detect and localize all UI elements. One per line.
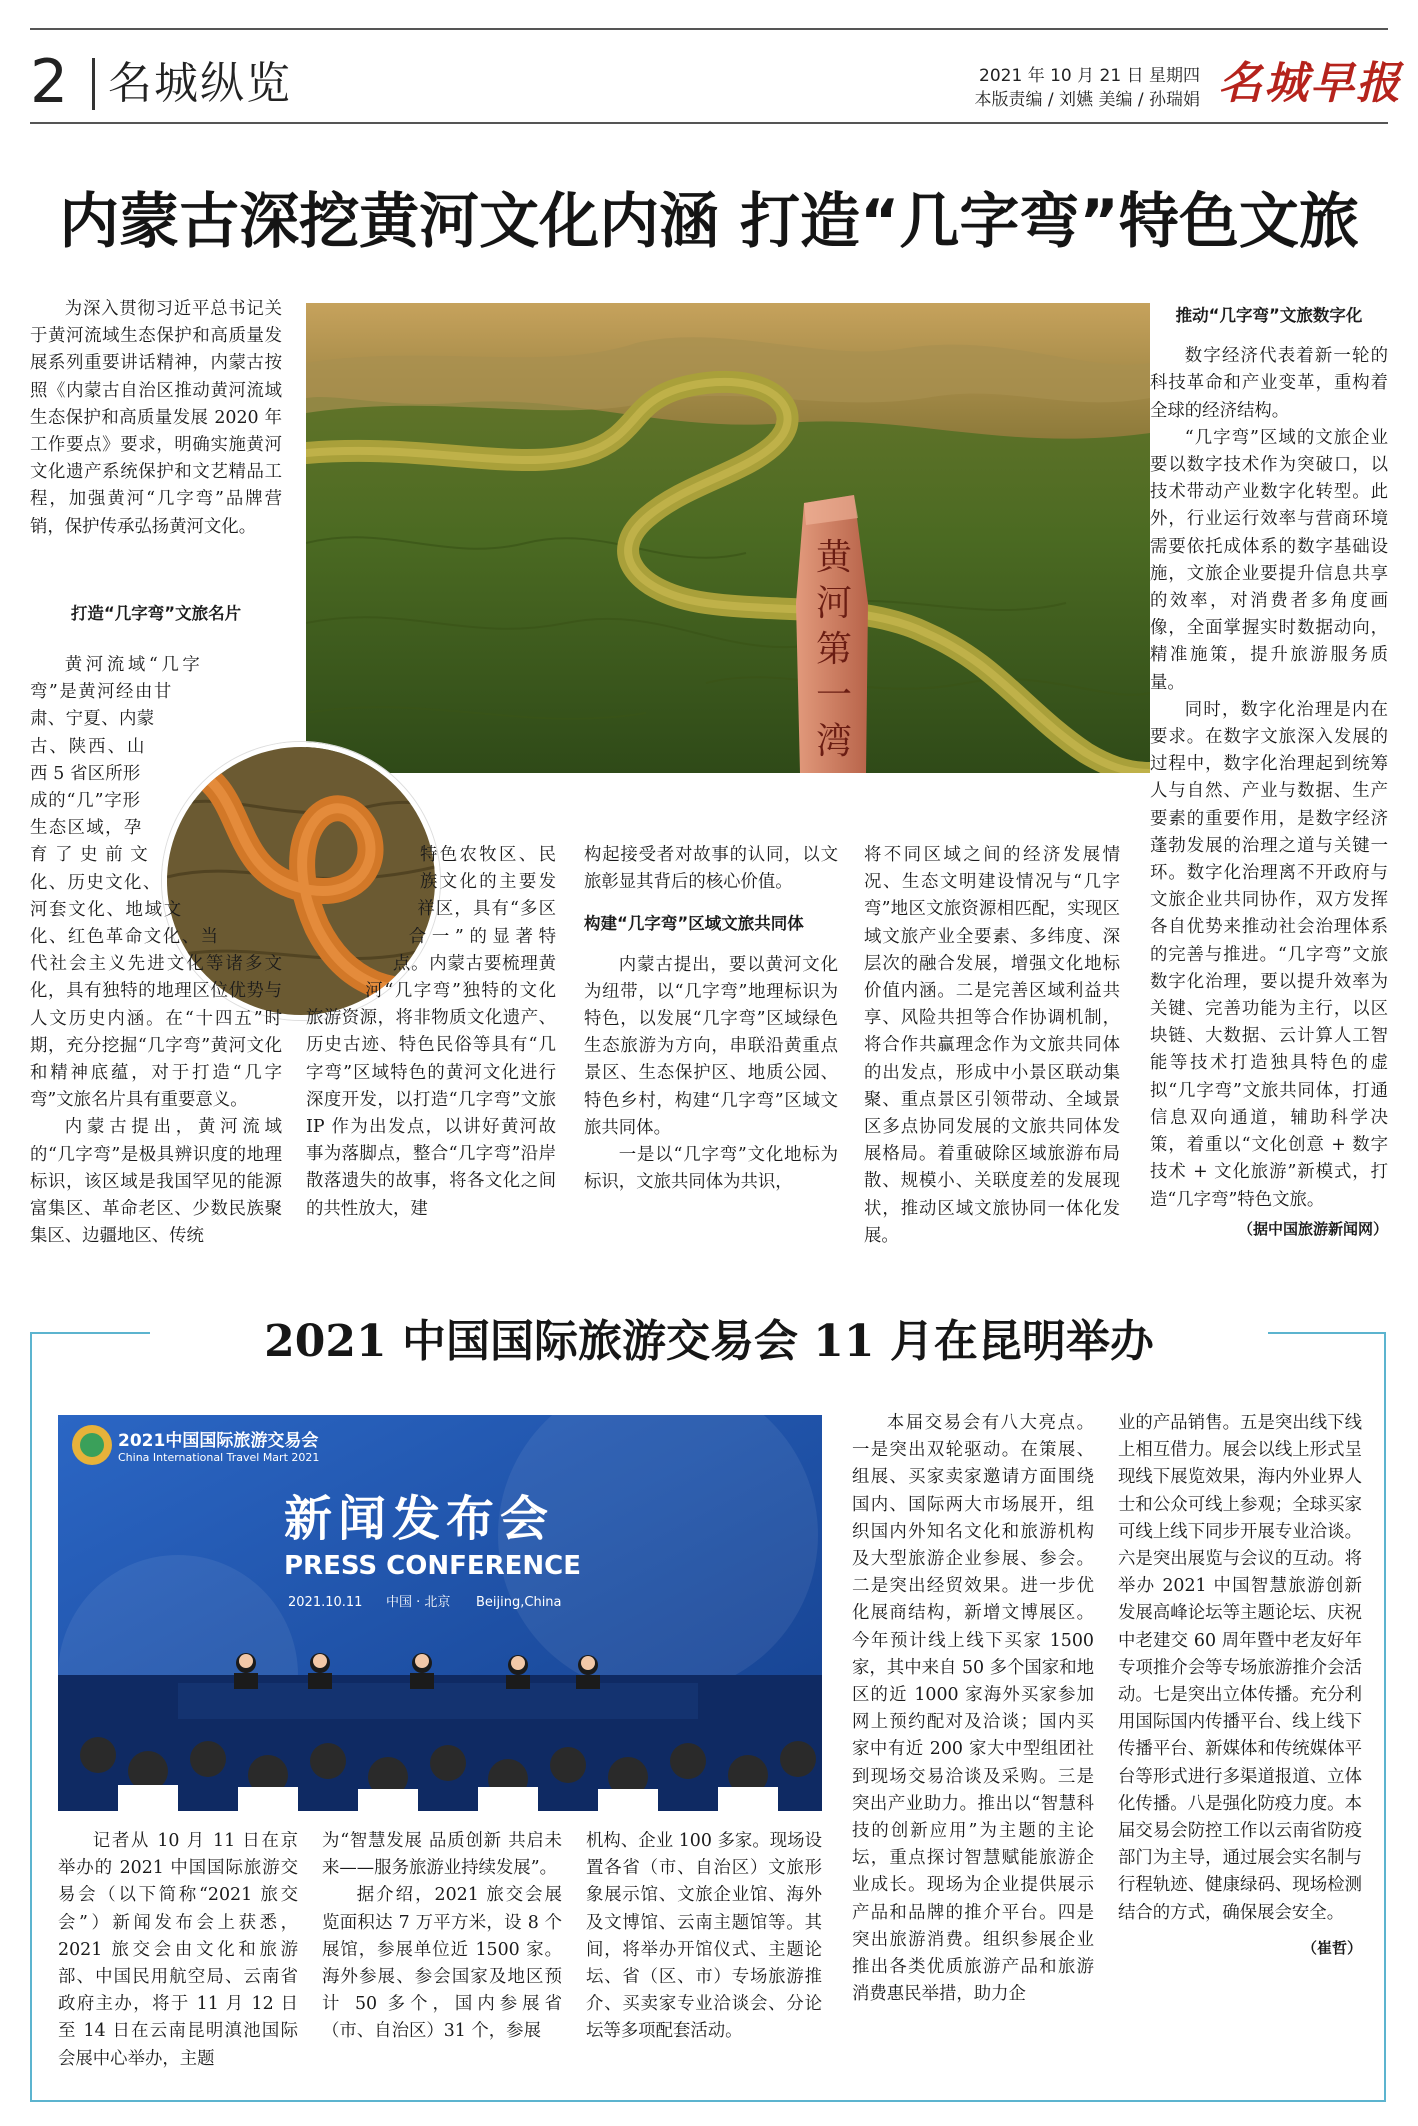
article2-column-4: [852, 1410, 1094, 2008]
paragraph: 为深入贯彻习近平总书记关于黄河流域生态保护和高质量发展系列重要讲话精神，内蒙古按照《内蒙古自治区推动黄河流域生态保护和高质量发展 2020 年工作要点》要求，明确实施黄河文化遗产系统保护和文艺精品工程，加强黄河“几字弯”品牌营销，保护传承弘扬黄河文化。: [30, 299, 282, 537]
article2-column-5: [1118, 1410, 1362, 1962]
article1-column-1b: [30, 652, 282, 1250]
subhead: 构建“几字弯”区域文旅共同体: [584, 914, 804, 934]
stele-inscription: 黄河第一湾: [815, 537, 852, 762]
subhead: 打造“几字弯”文旅名片: [70, 604, 242, 623]
paragraph: 记者从 10 月 11 日在京举办的 2021 中国国际旅游交易会（以下简称“2021 旅交会”）新闻发布会上获悉，2021 旅交会由文化和旅游部、中国民用航空局、云南省政府主办，将于 11 月 12 日至 14 日在云南昆明滇池国际会展中心举办，主题: [58, 1831, 298, 2069]
backdrop-date: 2021.10.11: [288, 1595, 363, 1610]
article2-column-2: [322, 1828, 562, 2046]
paragraph: 将不同区域之间的经济发展情况、生态文明建设情况与“几字弯”地区文旅资源相匹配，实现区域文旅产业全要素、多纬度、深层次的融合发展，增强文化地标价值内涵。二是完善区域利益共享、风险共担等合作协调机制，将合作共赢理念作为文旅共同体的出发点，形成中小景区联动集聚、重点景区引领带动、全域景区多点协同发展的文旅共同体发展格局。着重破除区域旅游布局散、规模小、关联度差的发展现状，推动区域文旅协同一体化发展。: [864, 845, 1120, 1246]
paragraph: 内蒙古提出，要以黄河文化为纽带，以“几字弯”地理标识为特色，以发展“几字弯”区域绿色生态旅游为方向，串联沿黄重点景区、生态保护区、地质公园、特色乡村，构建“几字弯”区域文旅共同体。: [584, 954, 838, 1138]
paragraph: 数字经济代表着新一轮的科技革命和产业变革，重构着全球的经济结构。: [1150, 346, 1388, 421]
paragraph: 据介绍，2021 旅交会展览面积达 7 万平方米，设 8 个展馆，参展单位近 1500 家。海外参展、参会国家及地区预计 50 多个，国内参展省（市、自治区）31 个，参展: [322, 1885, 562, 2042]
article1-headline: 内蒙古深挖黄河文化内涵 打造“几字弯”特色文旅: [59, 187, 1359, 257]
paragraph: 内蒙古提出，黄河流域的“几字弯”是极具辨识度的地理标识，该区域是我国罕见的能源富集区、革命老区、少数民族聚集区、边疆地区、传统: [30, 1117, 282, 1247]
backdrop-main-cn: 新闻发布会: [284, 1491, 555, 1547]
yellow-river-aerial-photo: [306, 303, 1150, 773]
paragraph: 特色农牧区、民族文化的主要发祥区，具有“多区合一”的显著特点。内蒙古要梳理黄河“几字弯”独特的文化旅游资源，将非物质文化遗产、历史古迹、特色民俗等具有“几字弯”区域特色的黄河文化进行深度开发，以打造“几字弯”文旅 IP 作为出发点，以讲好黄河故事为落脚点，整合“几字弯”沿岸散落遗失的故事，将各文化之间的共性放大，建: [306, 845, 556, 1219]
article1-column-5: [1150, 296, 1388, 1243]
paragraph: 本届交易会有八大亮点。一是突出双轮驱动。在策展、组展、买家卖家邀请方面围绕国内、国际两大市场展开，组织国内外知名文化和旅游机构及大型旅游企业参展、参会。二是突出经贸效果。进一步优化展商结构，新增文博展区。今年预计线上线下买家 1500 家，其中来自 50 多个国家和地区的近 1000 家海外买家参加网上预约配对及洽谈；国内买家中有近 200 家大中型组团社到现场交易洽谈及采购。三是突出产业助力。推出以“智慧科技的创新应用”为主题的主论坛，重点探讨智慧赋能旅游企业成长。现场为企业提供展示产品和品牌的推介平台。四是突出旅游消费。组织参展企业推出各类优质旅游产品和旅游消费惠民举措，助力企: [852, 1413, 1094, 2005]
paragraph: 构起接受者对故事的认同，以文旅彰显其背后的核心价值。: [584, 845, 838, 893]
issue-date: 2021 年 10 月 21 日 星期四: [979, 66, 1200, 86]
backdrop-title-cn: 2021中国国际旅游交易会: [118, 1431, 319, 1451]
article1-column-1: [30, 296, 282, 541]
paragraph: 业的产品销售。五是突出线下线上相互借力。展会以线上形式呈现线下展览效果，海内外业界人士和公众可线上参观；全球买家可线上线下同步开展专业洽谈。六是突出展览与会议的互动。将举办 2021 中国智慧旅游创新发展高峰论坛等主题论坛、庆祝中老建交 60 周年暨中老友好年专项推介会等专场旅游推介会活动。七是突出立体传播。充分利用国际国内传播平台、线上线下传播平台、新媒体和传统媒体平台等形式进行多渠道报道、立体化传播。八是强化防疫力度。本届交易会防控工作以云南省防疫部门为主导，通过展会实名制与行程轨迹、健康绿码、现场检测结合的方式，确保展会安全。: [1118, 1413, 1362, 1923]
paragraph: 为“智慧发展 品质创新 共启未来——服务旅游业持续发展”。: [322, 1831, 562, 1879]
page-number: 2: [30, 47, 69, 117]
backdrop-main-en: PRESS CONFERENCE: [284, 1551, 582, 1581]
editors-credit: 本版责编 / 刘嬿 美编 / 孙瑞娟: [974, 90, 1200, 110]
backdrop-place-en: Beijing,China: [476, 1595, 562, 1610]
article2-column-3: [586, 1828, 822, 2046]
article1-column-3: [584, 842, 838, 1196]
masthead-top-rule: [30, 28, 1388, 30]
article1-source: （据中国旅游新闻网）: [1237, 1219, 1388, 1238]
article1-subhead-1-block: [30, 586, 282, 641]
press-conference-photo: [58, 1415, 822, 1811]
newspaper-logo: 名城早报: [1218, 58, 1402, 109]
section-name: 名城纵览: [108, 58, 292, 109]
masthead-divider: [92, 58, 95, 110]
paragraph: 同时，数字化治理是内在要求。在数字文旅深入发展的过程中，数字化治理起到统筹人与自然、产业与数据、生产要素的重要作用，是数字经济蓬勃发展的治理之道与关键一环。数字化治理离不开政府与文旅企业共同协作，双方发挥各自优势来推动社会治理体系的完善与推进。“几字弯”文旅数字化治理，要以提升效率为关键、完善功能为主行，以区块链、大数据、云计算人工智能等技术打造独具特色的虚拟“几字弯”文旅共同体，打通信息双向通道，辅助科学决策，着重以“文化创意 + 数字技术 + 文化旅游”新模式，打造“几字弯”特色文旅。: [1150, 699, 1388, 1210]
article1-column-4: [864, 842, 1120, 1250]
paragraph: 黄河流域“几字弯”是黄河经由甘肃、宁夏、内蒙古、陕西、山西 5 省区所形成的“几”字形生态区域，孕育了史前文化、历史文化、河套文化、地域文化、红色革命文化、当代社会主义先进文化等诸多文化，具有独特的地理区位优势与人文历史内涵。在“十四五”时期，充分挖掘“几字弯”黄河文化和精神底蕴，对于打造“几字弯”文旅名片具有重要意义。: [30, 655, 282, 1111]
paragraph: “几字弯”区域的文旅企业要以数字技术作为突破口，以技术带动产业数字化转型。此外，行业运行效率与营商环境需要依托成体系的数字基础设施，文旅企业要提升信息共享的效率，对消费者多角度画像，全面掌握实时数据动向，精准施策，提升旅游服务质量。: [1150, 427, 1388, 693]
article2-column-1: [58, 1828, 298, 2073]
backdrop-place-cn: 中国 · 北京: [386, 1595, 451, 1610]
backdrop-title-en: China International Travel Mart 2021: [118, 1451, 320, 1464]
masthead-bottom-rule: [30, 122, 1388, 124]
article2-headline: 2021 中国国际旅游交易会 11 月在昆明举办: [264, 1316, 1154, 1367]
article1-column-2: [306, 842, 556, 1223]
article2-byline: （崔哲）: [1301, 1938, 1362, 1957]
subhead: 推动“几字弯”文旅数字化: [1175, 306, 1363, 325]
paragraph: 机构、企业 100 多家。现场设置各省（市、自治区）文旅形象展示馆、文旅企业馆、海外及文博馆、云南主题馆等。其间，将举办开馆仪式、主题论坛、省（区、市）专场旅游推介、买卖家专业洽谈会、分论坛等多项配套活动。: [586, 1831, 822, 2042]
paragraph: 一是以“几字弯”文化地标为标识，文旅共同体为共识，: [584, 1145, 838, 1193]
